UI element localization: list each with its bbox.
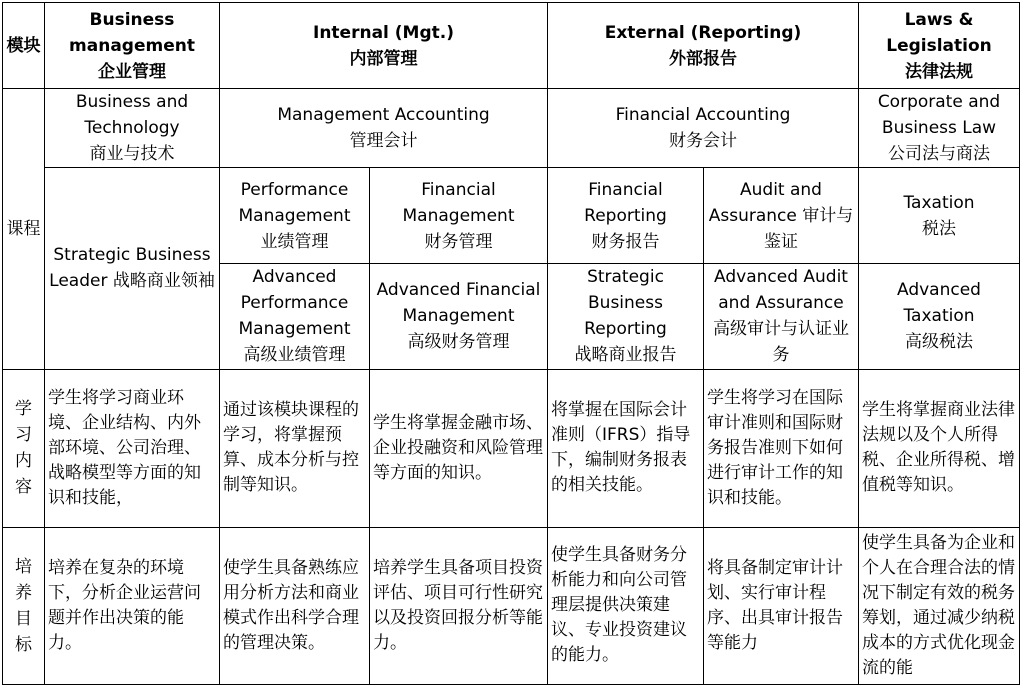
learning-laws: 学生将掌握商业法律法规以及个人所得税、企业所得税、增值税等知识。 (859, 369, 1020, 527)
course-strategic-business-leader: Strategic Business Leader 战略商业领袖 (45, 168, 220, 369)
learning-audit-assurance: 学生将学习在国际审计准则和国际财务报告准则下如何进行审计工作的知识和技能。 (704, 369, 859, 527)
row-label-learning-1: 学 (15, 399, 32, 420)
row-label-learning-4: 容 (15, 477, 32, 498)
course-sbr-en: Strategic Business Reporting (584, 267, 667, 340)
course-financial-management (370, 168, 548, 264)
course-corporate-law (859, 89, 1020, 168)
row-label-goals-1: 培 (15, 556, 32, 577)
business-header-cn: 企业管理 (98, 61, 166, 82)
course-apm-cn: 高级业绩管理 (243, 345, 346, 366)
business-management-header (45, 3, 220, 89)
row-label-learning-3: 内 (15, 451, 32, 472)
goals-audit-assurance: 将具备制定审计计划、实行审计程序、出具审计报告等能力 (704, 527, 859, 684)
courses-row-2 (3, 168, 1020, 264)
internal-header-cn: 内部管理 (349, 48, 418, 69)
course-ma-en: Management Accounting (277, 105, 490, 126)
acca-curriculum-table (2, 2, 1020, 685)
course-bt-cn: 商业与技术 (89, 144, 175, 165)
external-header-en: External (Reporting) (604, 22, 802, 43)
course-advanced-taxation (859, 264, 1020, 369)
course-advanced-performance-management (220, 264, 370, 369)
row-label-goals-2: 养 (15, 582, 32, 603)
external-header-cn: 外部报告 (669, 48, 737, 69)
learning-content-row (3, 369, 1020, 527)
row-label-goals (3, 527, 45, 684)
course-sbr-cn: 战略商业报告 (574, 345, 677, 366)
learning-financial-reporting: 将掌握在国际会计准则（IFRS）指导下，编制财务报表的相关技能。 (548, 369, 704, 527)
business-header-en: Business management (69, 9, 195, 56)
goals-performance-management: 使学生具备熟练应用分析方法和商业模式作出科学合理的管理决策。 (220, 527, 370, 684)
course-fr-en: Financial Reporting (584, 179, 667, 226)
training-goals-row (3, 527, 1020, 684)
internal-header-en: Internal (Mgt.) (313, 22, 454, 43)
course-audit-assurance: Audit and Assurance 审计与鉴证 (704, 168, 859, 264)
goals-financial-management: 培养学生具备项目投资评估、项目可行性研究以及投资回报分析等能力。 (370, 527, 548, 684)
course-cl-cn: 公司法与商法 (888, 144, 990, 165)
laws-header-en: Laws & Legislation (886, 9, 992, 56)
course-fr-cn: 财务报告 (591, 231, 660, 252)
course-afm-cn: 高级财务管理 (407, 332, 510, 353)
course-ma-cn: 管理会计 (349, 131, 418, 152)
course-apm-en: Advanced Performance Management (238, 267, 351, 340)
course-pm-cn: 业绩管理 (260, 231, 329, 252)
courses-row-1 (3, 89, 1020, 168)
laws-header (859, 3, 1020, 89)
course-fm-en: Financial Management (402, 179, 515, 226)
module-header: 模块 (3, 3, 45, 89)
row-label-learning-2: 习 (15, 425, 32, 446)
course-fm-cn: 财务管理 (424, 231, 493, 252)
course-performance-management (220, 168, 370, 264)
laws-header-cn: 法律法规 (905, 61, 973, 82)
course-pm-en: Performance Management (238, 179, 351, 226)
header-row (3, 3, 1020, 89)
external-header (548, 3, 859, 89)
internal-header (220, 3, 548, 89)
row-label-learning (3, 369, 45, 527)
course-financial-reporting (548, 168, 704, 264)
goals-business: 培养在复杂的环境下，分析企业运营问题并作出决策的能力。 (45, 527, 220, 684)
course-advanced-audit-assurance (704, 264, 859, 369)
course-management-accounting (220, 89, 548, 168)
goals-laws: 使学生具备为企业和个人在合理合法的情况下制定有效的税务筹划，通过减少纳税成本的方式优化现金流的能 (859, 527, 1020, 684)
course-tx-en: Taxation (903, 192, 975, 213)
row-label-courses: 课程 (3, 89, 45, 369)
course-business-technology (45, 89, 220, 168)
course-taxation (859, 168, 1020, 264)
course-advanced-financial-management (370, 264, 548, 369)
course-bt-en: Business and Technology (75, 92, 189, 139)
course-atx-cn: 高级税法 (905, 332, 973, 353)
row-label-goals-4: 标 (15, 634, 32, 655)
course-strategic-business-reporting (548, 264, 704, 369)
course-tx-cn: 税法 (922, 218, 956, 239)
goals-financial-reporting: 使学生具备财务分析能力和向公司管理层提供决策建议、专业投资建议的能力。 (548, 527, 704, 684)
course-atx-en: Advanced Taxation (897, 280, 981, 327)
learning-financial-management: 学生将掌握金融市场、企业投融资和风险管理等方面的知识。 (370, 369, 548, 527)
learning-business: 学生将学习商业环境、企业结构、内外部环境、公司治理、战略模型等方面的知识和技能， (45, 369, 220, 527)
learning-performance-management: 通过该模块课程的学习，将掌握预算、成本分析与控制等知识。 (220, 369, 370, 527)
course-afm-en: Advanced Financial Management (376, 280, 541, 327)
course-fa-cn: 财务会计 (669, 131, 737, 152)
course-fa-en: Financial Accounting (615, 105, 791, 126)
course-financial-accounting (548, 89, 859, 168)
course-aaa-en: Advanced Audit and Assurance (714, 267, 848, 314)
row-label-goals-3: 目 (15, 608, 32, 629)
course-aaa-cn: 高级审计与认证业务 (713, 319, 849, 366)
course-cl-en: Corporate and Business Law (877, 92, 1001, 139)
